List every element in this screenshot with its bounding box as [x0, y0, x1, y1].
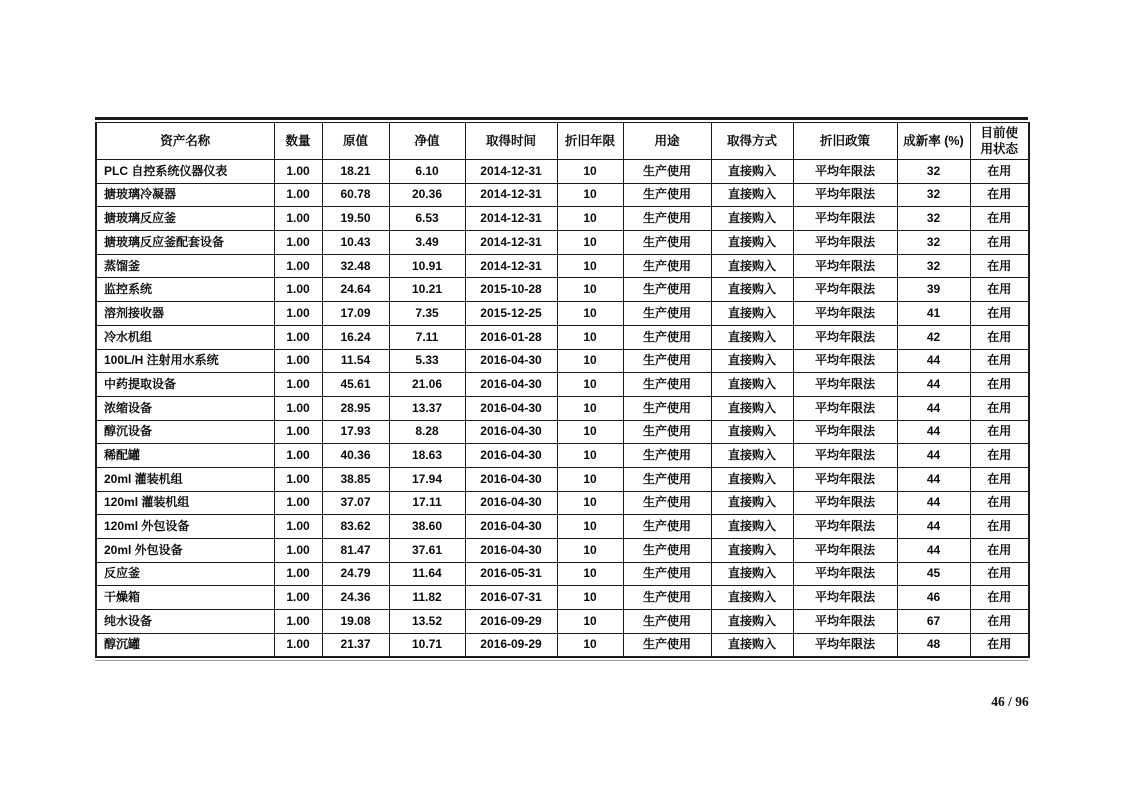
table-cell: 1.00 [274, 183, 322, 207]
table-cell: 44 [897, 444, 970, 468]
column-header: 净值 [389, 123, 465, 160]
table-cell: 45.61 [322, 373, 389, 397]
page-number: 46 / 96 [991, 694, 1029, 709]
table-cell: 1.00 [274, 349, 322, 373]
table-row [96, 160, 1029, 184]
table-cell: 3.49 [389, 231, 465, 255]
column-header: 原值 [322, 123, 389, 160]
table-cell: 生产使用 [623, 562, 711, 586]
table-cell: 在用 [970, 467, 1029, 491]
table-cell: 83.62 [322, 515, 389, 539]
table-cell: 生产使用 [623, 231, 711, 255]
table-cell: 1.00 [274, 207, 322, 231]
table-row [96, 633, 1029, 657]
table-cell: 6.10 [389, 160, 465, 184]
table-cell: 10.43 [322, 231, 389, 255]
asset-name-cell: 冷水机组 [96, 325, 274, 349]
table-cell: 1.00 [274, 278, 322, 302]
table-cell: 2016-01-28 [465, 325, 557, 349]
table-cell: 10 [557, 491, 623, 515]
table-cell: 1.00 [274, 396, 322, 420]
table-cell: 21.37 [322, 633, 389, 657]
table-row [96, 207, 1029, 231]
table-cell: 17.09 [322, 302, 389, 326]
table-cell: 在用 [970, 254, 1029, 278]
table-cell: 直接购入 [711, 183, 793, 207]
table-cell: 16.24 [322, 325, 389, 349]
table-cell: 生产使用 [623, 183, 711, 207]
asset-name-cell: 蒸馏釜 [96, 254, 274, 278]
table-cell: 19.08 [322, 610, 389, 634]
table-cell: 直接购入 [711, 231, 793, 255]
table-cell: 平均年限法 [793, 610, 897, 634]
table-cell: 生产使用 [623, 349, 711, 373]
asset-name-cell: 120ml 外包设备 [96, 515, 274, 539]
table-cell: 24.36 [322, 586, 389, 610]
table-cell: 2014-12-31 [465, 183, 557, 207]
table-cell: 生产使用 [623, 302, 711, 326]
table-cell: 7.35 [389, 302, 465, 326]
table-cell: 81.47 [322, 539, 389, 563]
table-cell: 在用 [970, 231, 1029, 255]
table-cell: 32 [897, 254, 970, 278]
column-header: 取得方式 [711, 123, 793, 160]
table-cell: 10 [557, 562, 623, 586]
table-cell: 生产使用 [623, 633, 711, 657]
table-cell: 在用 [970, 491, 1029, 515]
table-row [96, 183, 1029, 207]
table-cell: 平均年限法 [793, 586, 897, 610]
table-cell: 直接购入 [711, 539, 793, 563]
table-row [96, 515, 1029, 539]
table-cell: 1.00 [274, 467, 322, 491]
table-cell: 2014-12-31 [465, 254, 557, 278]
table-cell: 38.85 [322, 467, 389, 491]
table-cell: 67 [897, 610, 970, 634]
table-cell: 11.82 [389, 586, 465, 610]
table-cell: 20.36 [389, 183, 465, 207]
table-cell: 38.60 [389, 515, 465, 539]
table-cell: 44 [897, 420, 970, 444]
table-cell: 18.63 [389, 444, 465, 468]
table-cell: 生产使用 [623, 207, 711, 231]
table-row [96, 610, 1029, 634]
table-cell: 13.37 [389, 396, 465, 420]
table-cell: 直接购入 [711, 515, 793, 539]
table-cell: 44 [897, 373, 970, 397]
table-header-row [96, 123, 1029, 160]
table-cell: 在用 [970, 278, 1029, 302]
asset-name-cell: 溶剂接收器 [96, 302, 274, 326]
table-cell: 生产使用 [623, 396, 711, 420]
table-cell: 1.00 [274, 444, 322, 468]
table-cell: 生产使用 [623, 160, 711, 184]
table-cell: 生产使用 [623, 610, 711, 634]
table-cell: 10 [557, 633, 623, 657]
asset-name-cell: 搪玻璃反应釜配套设备 [96, 231, 274, 255]
table-cell: 2014-12-31 [465, 231, 557, 255]
table-cell: 2015-12-25 [465, 302, 557, 326]
table-row [96, 539, 1029, 563]
table-cell: 2014-12-31 [465, 160, 557, 184]
table-cell: 2016-04-30 [465, 491, 557, 515]
table-cell: 平均年限法 [793, 420, 897, 444]
table-cell: 生产使用 [623, 254, 711, 278]
table-row [96, 396, 1029, 420]
table-cell: 1.00 [274, 420, 322, 444]
table-cell: 10 [557, 373, 623, 397]
table-cell: 17.94 [389, 467, 465, 491]
table-cell: 生产使用 [623, 325, 711, 349]
column-header: 数量 [274, 123, 322, 160]
table-cell: 2016-09-29 [465, 633, 557, 657]
table-cell: 17.93 [322, 420, 389, 444]
table-row [96, 562, 1029, 586]
table-cell: 2016-07-31 [465, 586, 557, 610]
asset-name-cell: 120ml 灌装机组 [96, 491, 274, 515]
table-cell: 44 [897, 515, 970, 539]
asset-name-cell: 稀配罐 [96, 444, 274, 468]
table-cell: 平均年限法 [793, 633, 897, 657]
table-cell: 10 [557, 349, 623, 373]
table-cell: 1.00 [274, 302, 322, 326]
table-cell: 1.00 [274, 633, 322, 657]
table-cell: 生产使用 [623, 539, 711, 563]
table-cell: 在用 [970, 396, 1029, 420]
table-cell: 1.00 [274, 539, 322, 563]
table-cell: 10 [557, 160, 623, 184]
table-cell: 平均年限法 [793, 396, 897, 420]
asset-name-cell: 20ml 灌装机组 [96, 467, 274, 491]
table-cell: 直接购入 [711, 586, 793, 610]
table-row [96, 491, 1029, 515]
table-cell: 在用 [970, 302, 1029, 326]
table-cell: 48 [897, 633, 970, 657]
table-cell: 10 [557, 325, 623, 349]
table-cell: 46 [897, 586, 970, 610]
table-row [96, 586, 1029, 610]
table-cell: 直接购入 [711, 491, 793, 515]
table-cell: 45 [897, 562, 970, 586]
table-cell: 1.00 [274, 610, 322, 634]
asset-name-cell: 20ml 外包设备 [96, 539, 274, 563]
table-cell: 42 [897, 325, 970, 349]
asset-name-cell: 100L/H 注射用水系统 [96, 349, 274, 373]
table-cell: 平均年限法 [793, 467, 897, 491]
table-cell: 10 [557, 444, 623, 468]
asset-table [95, 122, 1030, 658]
table-cell: 1.00 [274, 515, 322, 539]
table-cell: 平均年限法 [793, 444, 897, 468]
table-cell: 2016-04-30 [465, 515, 557, 539]
table-cell: 直接购入 [711, 610, 793, 634]
table-cell: 24.79 [322, 562, 389, 586]
table-cell: 直接购入 [711, 325, 793, 349]
table-cell: 21.06 [389, 373, 465, 397]
table-cell: 在用 [970, 160, 1029, 184]
table-cell: 平均年限法 [793, 183, 897, 207]
table-row [96, 444, 1029, 468]
table-cell: 直接购入 [711, 254, 793, 278]
table-cell: 直接购入 [711, 207, 793, 231]
table-cell: 在用 [970, 610, 1029, 634]
asset-name-cell: 干燥箱 [96, 586, 274, 610]
table-cell: 24.64 [322, 278, 389, 302]
table-cell: 10 [557, 278, 623, 302]
table-cell: 2016-09-29 [465, 610, 557, 634]
table-cell: 在用 [970, 349, 1029, 373]
table-row [96, 231, 1029, 255]
table-cell: 10 [557, 207, 623, 231]
table-cell: 10 [557, 396, 623, 420]
table-cell: 6.53 [389, 207, 465, 231]
asset-name-cell: 纯水设备 [96, 610, 274, 634]
table-cell: 1.00 [274, 562, 322, 586]
table-cell: 生产使用 [623, 491, 711, 515]
table-cell: 平均年限法 [793, 539, 897, 563]
table-cell: 17.11 [389, 491, 465, 515]
column-header: 目前使用状态 [970, 123, 1029, 160]
table-cell: 44 [897, 539, 970, 563]
table-row [96, 467, 1029, 491]
table-cell: 平均年限法 [793, 515, 897, 539]
table-cell: 生产使用 [623, 373, 711, 397]
asset-name-cell: 搪玻璃反应釜 [96, 207, 274, 231]
table-cell: 37.07 [322, 491, 389, 515]
table-cell: 2016-04-30 [465, 539, 557, 563]
table-cell: 44 [897, 349, 970, 373]
column-header: 用途 [623, 123, 711, 160]
table-cell: 1.00 [274, 491, 322, 515]
table-cell: 在用 [970, 586, 1029, 610]
table-cell: 10 [557, 610, 623, 634]
asset-name-cell: PLC 自控系统仪器仪表 [96, 160, 274, 184]
table-cell: 在用 [970, 562, 1029, 586]
table-cell: 2016-04-30 [465, 396, 557, 420]
table-cell: 直接购入 [711, 467, 793, 491]
table-cell: 7.11 [389, 325, 465, 349]
table-cell: 39 [897, 278, 970, 302]
table-cell: 44 [897, 467, 970, 491]
table-cell: 生产使用 [623, 278, 711, 302]
table-cell: 直接购入 [711, 396, 793, 420]
table-cell: 在用 [970, 420, 1029, 444]
table-cell: 10.91 [389, 254, 465, 278]
table-cell: 直接购入 [711, 444, 793, 468]
table-cell: 18.21 [322, 160, 389, 184]
asset-name-cell: 反应釜 [96, 562, 274, 586]
table-cell: 2016-04-30 [465, 373, 557, 397]
table-cell: 11.64 [389, 562, 465, 586]
table-cell: 生产使用 [623, 467, 711, 491]
table-cell: 生产使用 [623, 420, 711, 444]
table-cell: 2016-04-30 [465, 467, 557, 491]
table-cell: 在用 [970, 539, 1029, 563]
table-cell: 19.50 [322, 207, 389, 231]
table-cell: 平均年限法 [793, 562, 897, 586]
table-cell: 2016-04-30 [465, 420, 557, 444]
table-cell: 直接购入 [711, 562, 793, 586]
table-row [96, 254, 1029, 278]
table-cell: 10 [557, 515, 623, 539]
table-cell: 生产使用 [623, 444, 711, 468]
table-cell: 28.95 [322, 396, 389, 420]
table-cell: 32.48 [322, 254, 389, 278]
table-cell: 11.54 [322, 349, 389, 373]
column-header: 取得时间 [465, 123, 557, 160]
table-row [96, 349, 1029, 373]
table-cell: 10 [557, 539, 623, 563]
column-header: 成新率 (%) [897, 123, 970, 160]
column-header: 折旧年限 [557, 123, 623, 160]
column-header: 折旧政策 [793, 123, 897, 160]
table-cell: 直接购入 [711, 373, 793, 397]
table-cell: 平均年限法 [793, 278, 897, 302]
table-cell: 平均年限法 [793, 207, 897, 231]
table-cell: 10 [557, 254, 623, 278]
table-cell: 在用 [970, 444, 1029, 468]
asset-name-cell: 监控系统 [96, 278, 274, 302]
table-cell: 10 [557, 183, 623, 207]
table-cell: 8.28 [389, 420, 465, 444]
table-cell: 1.00 [274, 254, 322, 278]
table-cell: 10.71 [389, 633, 465, 657]
table-cell: 2016-05-31 [465, 562, 557, 586]
table-cell: 直接购入 [711, 160, 793, 184]
table-cell: 1.00 [274, 325, 322, 349]
table-cell: 平均年限法 [793, 231, 897, 255]
table-cell: 平均年限法 [793, 491, 897, 515]
asset-table-wrap [95, 117, 1028, 661]
table-cell: 32 [897, 183, 970, 207]
table-row [96, 302, 1029, 326]
table-cell: 直接购入 [711, 278, 793, 302]
table-cell: 1.00 [274, 160, 322, 184]
table-cell: 在用 [970, 183, 1029, 207]
asset-name-cell: 醇沉设备 [96, 420, 274, 444]
table-cell: 平均年限法 [793, 373, 897, 397]
table-cell: 32 [897, 207, 970, 231]
table-cell: 1.00 [274, 586, 322, 610]
table-cell: 10 [557, 586, 623, 610]
table-cell: 2016-04-30 [465, 444, 557, 468]
table-row [96, 373, 1029, 397]
table-cell: 13.52 [389, 610, 465, 634]
table-cell: 生产使用 [623, 515, 711, 539]
table-cell: 60.78 [322, 183, 389, 207]
table-cell: 2016-04-30 [465, 349, 557, 373]
table-row [96, 278, 1029, 302]
table-cell: 直接购入 [711, 349, 793, 373]
table-cell: 在用 [970, 325, 1029, 349]
table-cell: 37.61 [389, 539, 465, 563]
column-header: 资产名称 [96, 123, 274, 160]
table-cell: 44 [897, 491, 970, 515]
table-cell: 2014-12-31 [465, 207, 557, 231]
table-cell: 44 [897, 396, 970, 420]
table-cell: 平均年限法 [793, 160, 897, 184]
asset-name-cell: 醇沉罐 [96, 633, 274, 657]
table-cell: 10 [557, 302, 623, 326]
table-cell: 平均年限法 [793, 349, 897, 373]
table-cell: 1.00 [274, 231, 322, 255]
table-cell: 平均年限法 [793, 325, 897, 349]
table-cell: 10.21 [389, 278, 465, 302]
table-cell: 直接购入 [711, 633, 793, 657]
asset-name-cell: 搪玻璃冷凝器 [96, 183, 274, 207]
table-cell: 在用 [970, 633, 1029, 657]
table-cell: 生产使用 [623, 586, 711, 610]
asset-name-cell: 中药提取设备 [96, 373, 274, 397]
table-cell: 10 [557, 231, 623, 255]
table-cell: 在用 [970, 373, 1029, 397]
table-cell: 在用 [970, 207, 1029, 231]
table-row [96, 420, 1029, 444]
table-cell: 41 [897, 302, 970, 326]
table-cell: 直接购入 [711, 302, 793, 326]
table-cell: 平均年限法 [793, 254, 897, 278]
table-cell: 10 [557, 467, 623, 491]
table-cell: 5.33 [389, 349, 465, 373]
table-cell: 32 [897, 160, 970, 184]
asset-name-cell: 浓缩设备 [96, 396, 274, 420]
table-cell: 40.36 [322, 444, 389, 468]
table-cell: 在用 [970, 515, 1029, 539]
table-row [96, 325, 1029, 349]
table-cell: 2015-10-28 [465, 278, 557, 302]
table-cell: 1.00 [274, 373, 322, 397]
table-cell: 平均年限法 [793, 302, 897, 326]
table-cell: 10 [557, 420, 623, 444]
table-cell: 32 [897, 231, 970, 255]
table-cell: 直接购入 [711, 420, 793, 444]
